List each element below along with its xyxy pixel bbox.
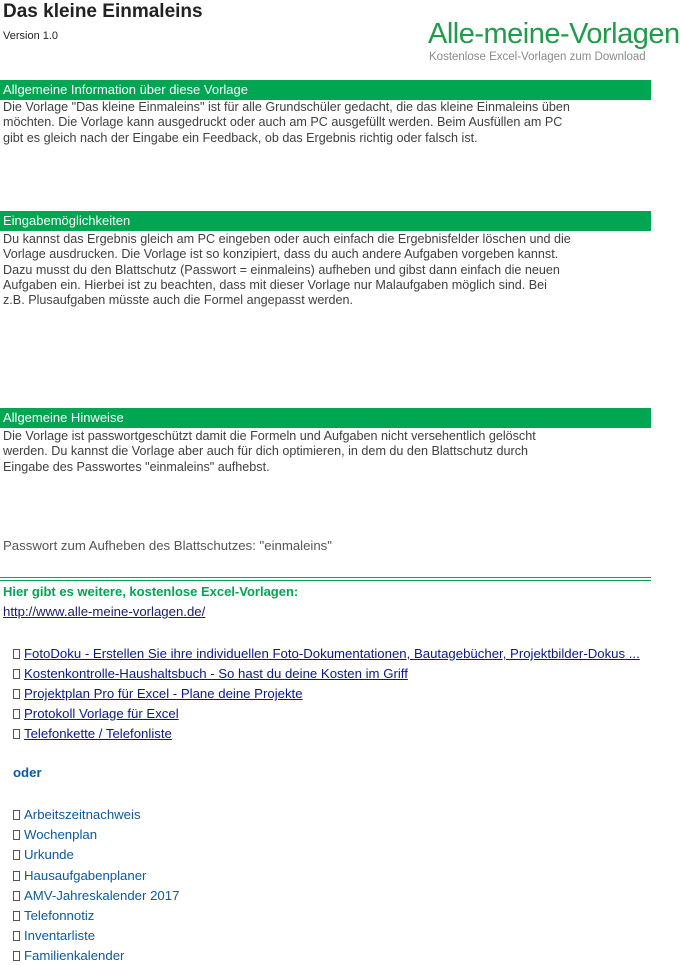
divider bbox=[0, 577, 651, 578]
version-label: Version 1.0 bbox=[3, 30, 59, 42]
link-label: Wochenplan bbox=[24, 827, 98, 843]
link-label: Familienkalender bbox=[24, 948, 125, 964]
link-label: Telefonnotiz bbox=[24, 908, 95, 923]
template-link[interactable] bbox=[13, 846, 74, 864]
document-title: Das kleine Einmaleins bbox=[3, 1, 203, 22]
link-label: Protokoll Vorlage für Excel bbox=[24, 706, 179, 721]
section-text-info: Die Vorlage "Das kleine Einmaleins" ist für alle Grundschüler gedacht, die das kleine Einmaleins üben möchten. Die Vorlage kann ausgedruckt oder auch am PC ausgefüllt werden. Beim Ausfüllen am PC gibt es gleich nach der Eingabe ein Feedback, ob das Ergebnis richtig oder falsch ist. bbox=[3, 100, 570, 145]
link-bullet-icon bbox=[13, 709, 20, 719]
section-heading-info: Allgemeine Information über diese Vorlage bbox=[0, 80, 651, 100]
link-label: Hausaufgabenplaner bbox=[24, 867, 147, 883]
template-link[interactable] bbox=[13, 806, 141, 824]
template-link[interactable] bbox=[13, 887, 179, 905]
section-text-hints: Die Vorlage ist passwortgeschützt damit die Formeln und Aufgaben nicht versehentlich gelöscht werden. Du kannst die Vorlage aber auch für dich optimieren, in dem du den Blattschutz durch Eingabe des Passwortes "einmaleins" aufhebst. bbox=[3, 429, 536, 474]
section-heading-hints: Allgemeine Hinweise bbox=[0, 408, 651, 428]
link-label: Projektplan Pro für Excel - Plane deine Projekte bbox=[24, 686, 303, 701]
link-bullet-icon bbox=[13, 871, 20, 881]
link-bullet-icon bbox=[13, 931, 20, 941]
template-link[interactable] bbox=[13, 826, 97, 844]
link-label: Urkunde bbox=[24, 847, 74, 863]
logo-subtitle: Kostenlose Excel-Vorlagen zum Download bbox=[429, 51, 646, 63]
template-link[interactable] bbox=[13, 907, 94, 925]
section-text-input: Du kannst das Ergebnis gleich am PC eingeben oder auch einfach die Ergebnisfelder löschen und die Vorlage ausdrucken. Die Vorlage ist so konzipiert, dass du auch andere Aufgaben vorgeben kannst. Dazu musst du den Blattschutz (Passwort = einmaleins) aufheben und gibst dann einfach die neuen Aufgaben ein. Hierbei ist zu beachten, dass mit dieser Vorlage nur Malaufgaben möglich sind. Bei z.B. Plusaufgaben müsste auch die Formel angepasst werden. bbox=[3, 232, 571, 308]
link-label: FotoDoku - Erstellen Sie ihre individuellen Foto-Dokumentationen, Bautagebücher, Projektbilder-Dokus ... bbox=[24, 646, 640, 661]
template-link[interactable] bbox=[13, 927, 95, 945]
link-bullet-icon bbox=[13, 669, 20, 679]
featured-template-link[interactable] bbox=[13, 665, 408, 683]
featured-template-link[interactable] bbox=[13, 725, 172, 743]
link-bullet-icon bbox=[13, 830, 20, 840]
divider bbox=[0, 580, 651, 581]
section-heading-input: Eingabemöglichkeiten bbox=[0, 211, 651, 231]
template-link[interactable] bbox=[13, 867, 146, 885]
template-link[interactable] bbox=[13, 947, 124, 965]
link-bullet-icon bbox=[13, 951, 20, 961]
link-bullet-icon bbox=[13, 810, 20, 820]
featured-template-link[interactable] bbox=[13, 645, 654, 663]
or-label: oder bbox=[13, 765, 42, 780]
link-bullet-icon bbox=[13, 689, 20, 699]
logo-text: Alle-meine-Vorlagen bbox=[428, 18, 680, 50]
password-note: Passwort zum Aufheben des Blattschutzes: "einmaleins" bbox=[3, 538, 332, 553]
brand-logo[interactable] bbox=[428, 16, 680, 68]
link-bullet-icon bbox=[13, 649, 20, 659]
link-label: AMV-Jahreskalender 2017 bbox=[24, 887, 180, 903]
link-bullet-icon bbox=[13, 911, 20, 921]
link-label: Kostenkontrolle-Haushaltsbuch - So hast du deine Kosten im Griff bbox=[24, 666, 408, 681]
more-templates-heading: Hier gibt es weitere, kostenlose Excel-Vorlagen: bbox=[3, 584, 299, 599]
link-label: Arbeitszeitnachweis bbox=[24, 807, 141, 822]
link-bullet-icon bbox=[13, 729, 20, 739]
featured-template-link[interactable] bbox=[13, 705, 179, 723]
link-label: Telefonkette / Telefonliste bbox=[24, 726, 172, 741]
link-bullet-icon bbox=[13, 850, 20, 860]
website-link[interactable]: http://www.alle-meine-vorlagen.de/ bbox=[3, 604, 206, 619]
link-label: Inventarliste bbox=[24, 928, 96, 944]
link-bullet-icon bbox=[13, 891, 20, 901]
featured-template-link[interactable] bbox=[13, 685, 303, 703]
